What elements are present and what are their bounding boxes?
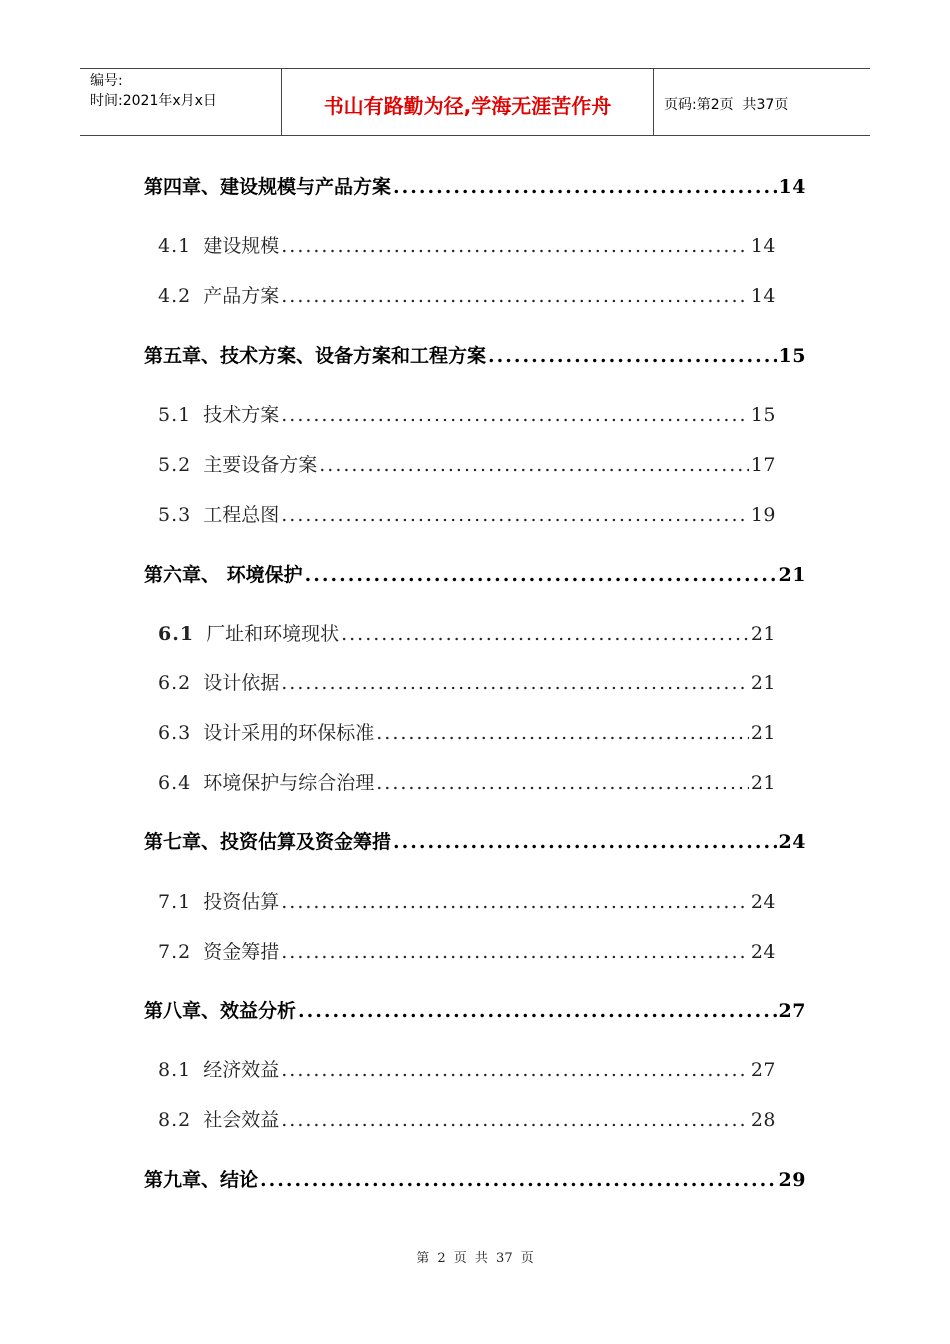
toc-dot-leader <box>393 176 777 198</box>
toc-page-number: 14 <box>750 285 776 307</box>
toc-entry-title: 厂址和环境现状 <box>206 623 340 645</box>
toc-chapter-entry <box>144 827 806 854</box>
toc-section-entry <box>158 281 776 308</box>
toc-page-number: 24 <box>750 891 776 913</box>
toc-section-entry <box>158 1055 776 1082</box>
toc-section-entry <box>158 400 776 427</box>
toc-chapter-entry <box>144 172 806 199</box>
toc-page-number: 27 <box>778 1000 806 1022</box>
toc-section-entry <box>158 450 776 477</box>
toc-page-number: 27 <box>750 1059 776 1081</box>
toc-dot-leader <box>281 1059 749 1081</box>
header-meta-cell <box>80 69 282 135</box>
toc-page-number: 21 <box>750 722 776 744</box>
toc-dot-leader <box>376 772 749 794</box>
toc-entry-title: 第五章、技术方案、设备方案和工程方案 <box>144 345 487 367</box>
toc-section-number: 4.2 <box>158 285 192 307</box>
toc-section-number: 5.2 <box>158 454 192 476</box>
toc-entry-title: 社会效益 <box>203 1109 280 1131</box>
toc-page-number: 28 <box>750 1109 776 1131</box>
toc-section-entry <box>158 500 776 527</box>
toc-page-number: 14 <box>750 235 776 257</box>
toc-section-entry <box>158 718 776 745</box>
toc-page-number: 19 <box>750 504 776 526</box>
toc-entry-title: 技术方案 <box>203 404 280 426</box>
toc-page-number: 17 <box>750 454 776 476</box>
toc-entry-title: 环境保护与综合治理 <box>203 772 375 794</box>
header-motto: 书山有路勤为径,学海无涯苦作舟 <box>282 69 654 135</box>
toc-dot-leader <box>376 722 749 744</box>
toc-page-number: 24 <box>750 941 776 963</box>
toc-entry-title: 设计采用的环保标准 <box>203 722 375 744</box>
toc-dot-leader <box>298 1000 777 1022</box>
toc-entry-title: 第九章、结论 <box>144 1169 259 1191</box>
page-footer: 第 2 页 共 37 页 <box>416 1251 534 1266</box>
toc-entry-title: 建设规模 <box>203 235 280 257</box>
toc-dot-leader <box>281 1109 749 1131</box>
toc-section-number: 8.2 <box>158 1109 192 1131</box>
toc-dot-leader <box>281 672 749 694</box>
toc-section-number: 8.1 <box>158 1059 192 1081</box>
toc-section-number: 7.2 <box>158 941 192 963</box>
toc-section-number: 6.4 <box>158 772 192 794</box>
document-number-label: 编号: <box>90 73 123 89</box>
toc-dot-leader <box>281 235 749 257</box>
toc-dot-leader <box>305 564 777 586</box>
toc-chapter-entry <box>144 1165 806 1192</box>
toc-dot-leader <box>319 454 749 476</box>
toc-chapter-entry <box>144 996 806 1023</box>
toc-dot-leader <box>488 345 777 367</box>
toc-entry-title: 资金筹措 <box>203 941 280 963</box>
toc-entry-title: 主要设备方案 <box>203 454 318 476</box>
toc-section-entry <box>158 668 776 695</box>
toc-dot-leader <box>281 504 749 526</box>
toc-entry-title: 投资估算 <box>203 891 280 913</box>
toc-section-number: 6.2 <box>158 672 192 694</box>
toc-page-number: 21 <box>750 672 776 694</box>
toc-section-number: 5.1 <box>158 404 192 426</box>
document-header <box>80 68 870 136</box>
toc-page-number: 24 <box>778 831 806 853</box>
toc-section-number: 7.1 <box>158 891 192 913</box>
toc-entry-title: 产品方案 <box>203 285 280 307</box>
toc-dot-leader <box>260 1169 777 1191</box>
toc-section-number: 6.1 <box>158 623 195 645</box>
toc-page-number: 21 <box>778 564 806 586</box>
toc-chapter-entry <box>144 341 806 368</box>
toc-dot-leader <box>393 831 777 853</box>
toc-page-number: 21 <box>750 623 776 645</box>
toc-section-number: 5.3 <box>158 504 192 526</box>
toc-page-number: 15 <box>750 404 776 426</box>
toc-entry-title: 第八章、效益分析 <box>144 1000 297 1022</box>
document-date-label: 时间:2021年x月x日 <box>90 93 217 109</box>
toc-section-entry <box>158 887 776 914</box>
toc-page-number: 21 <box>750 772 776 794</box>
toc-dot-leader <box>281 404 749 426</box>
toc-section-number: 6.3 <box>158 722 192 744</box>
toc-entry-title: 工程总图 <box>203 504 280 526</box>
toc-page-number: 14 <box>778 176 806 198</box>
toc-section-entry <box>158 768 776 795</box>
toc-dot-leader <box>281 941 749 963</box>
toc-section-number: 4.1 <box>158 235 192 257</box>
toc-page-number: 15 <box>778 345 806 367</box>
toc-entry-title: 第四章、建设规模与产品方案 <box>144 176 392 198</box>
toc-entry-title: 第七章、投资估算及资金筹措 <box>144 831 392 853</box>
toc-dot-leader <box>281 891 749 913</box>
toc-page-number: 29 <box>778 1169 806 1191</box>
toc-dot-leader <box>341 623 749 645</box>
toc-entry-title: 第六章、 环境保护 <box>144 564 303 586</box>
toc-section-entry <box>158 619 776 646</box>
toc-section-entry <box>158 1105 776 1132</box>
toc-dot-leader <box>281 285 749 307</box>
toc-entry-title: 设计依据 <box>203 672 280 694</box>
header-page-info: 页码:第2页 共37页 <box>664 97 789 113</box>
toc-section-entry <box>158 231 776 258</box>
toc-entry-title: 经济效益 <box>203 1059 280 1081</box>
toc-chapter-entry <box>144 560 806 587</box>
toc-section-entry <box>158 937 776 964</box>
header-page-info-cell <box>654 69 870 135</box>
